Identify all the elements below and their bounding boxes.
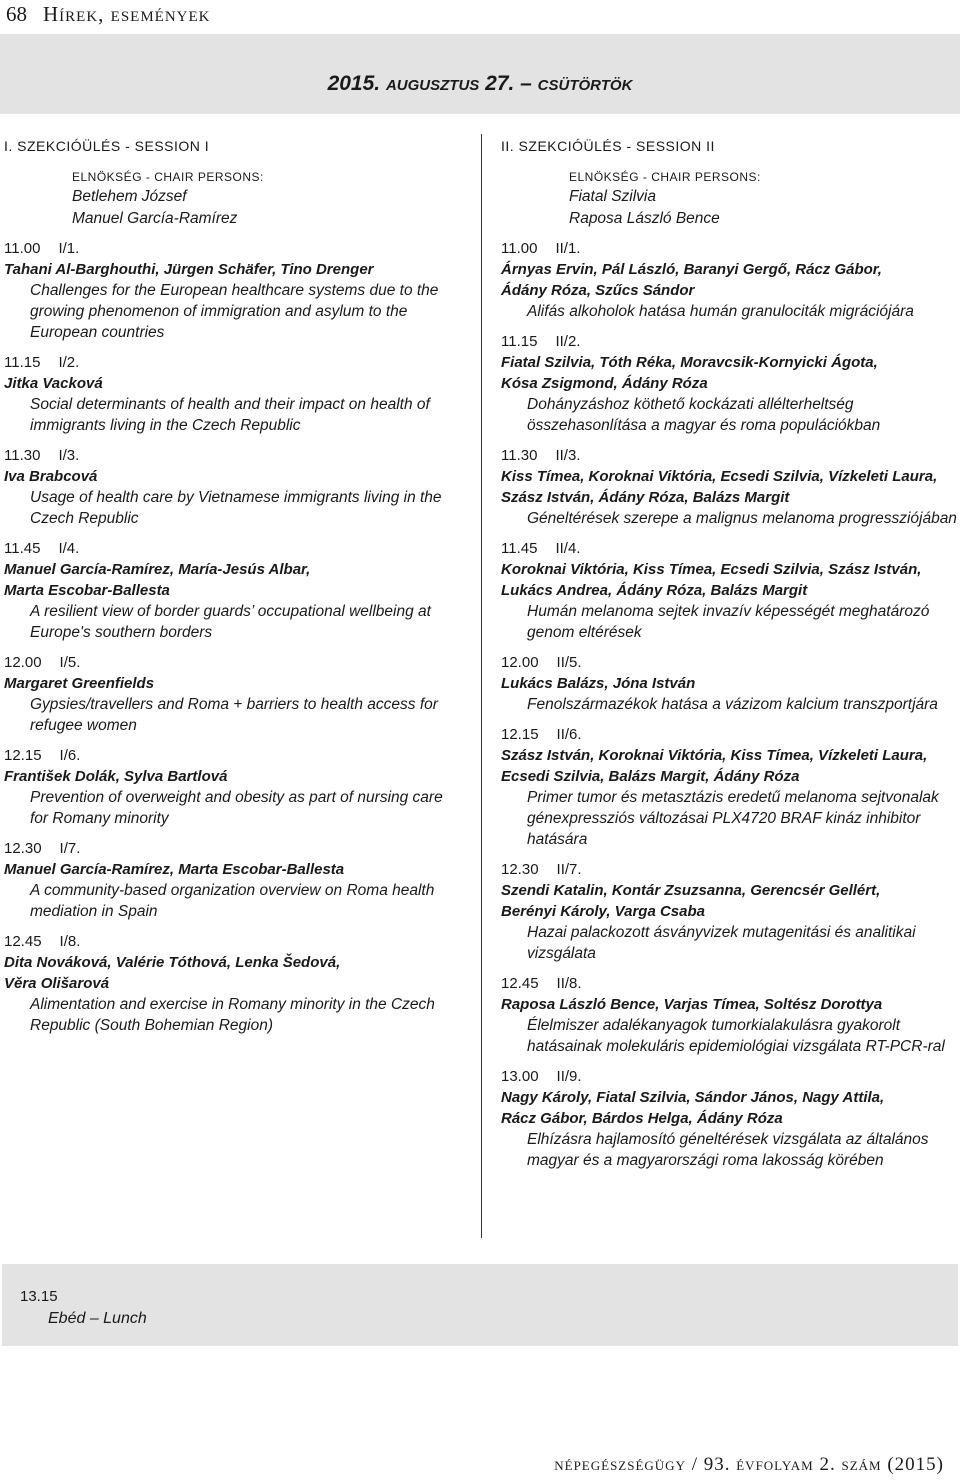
talk-code: II/2. [555,333,581,350]
talk-time: 11.30 [4,447,41,464]
talk-authors: Manuel García-Ramírez, María-Jesús Albar, [4,561,311,578]
talk-authors: Raposa László Bence, Varjas Tímea, Soltész Dorottya [501,996,883,1013]
lunch-time: 13.15 [20,1288,58,1305]
lunch-label: Ebéd – Lunch [48,1310,147,1327]
talk-title: A resilient view of border guards’ occupational wellbeing at [30,603,431,620]
talk-time-line [4,745,466,766]
talk-time: 11.15 [4,354,41,371]
talk-authors: Lukács Balázs, Jóna István [501,675,696,692]
talk-time-line [501,652,957,673]
talk-item [501,238,957,322]
talk-time: 13.00 [501,1068,539,1085]
talk-title: Alimentation and exercise in Romany minority in the Czech [30,996,435,1013]
talk-time-line [501,859,957,880]
talk-time: 12.45 [501,975,539,992]
talk-title: génexpressziós változásai PLX4720 BRAF kináz inhibitor [527,810,921,827]
talk-time: 11.15 [501,333,538,350]
talk-authors: Manuel García-Ramírez, Marta Escobar-Ballesta [4,861,345,878]
talk-code: I/7. [59,840,81,857]
talk-time-line [501,445,957,466]
talk-title: Social determinants of health and their impact on health of [30,396,430,413]
talk-title: Hazai palackozott ásványvizek mutagenitási és analitikai [527,924,916,941]
journal-footer: népegészségügy / 93. évfolyam 2. szám (2015) [554,1454,944,1475]
talk-item [4,652,466,736]
talk-time-line [4,238,466,259]
talk-authors: Szász István, Koroknai Viktória, Kiss Tímea, Vízkeleti Laura, [501,747,928,764]
talk-title: Humán melanoma sejtek invazív képességét meghatározó [527,603,930,620]
page-number: 68 [6,2,27,26]
talk-authors: Iva Brabcová [4,468,98,485]
talk-time: 12.15 [4,747,42,764]
talk-authors: Kiss Tímea, Koroknai Viktória, Ecsedi Szilvia, Vízkeleti Laura, [501,468,938,485]
talk-code: II/6. [556,726,582,743]
date-banner [0,34,960,114]
talk-code: I/4. [58,540,80,557]
section-name: Hírek, események [43,2,211,26]
talk-time: 11.00 [4,240,41,257]
talk-item [501,1066,957,1171]
talk-authors: Koroknai Viktória, Kiss Tímea, Ecsedi Szilvia, Szász István, [501,561,922,578]
talk-time: 11.45 [4,540,41,557]
talk-title: hatására [527,831,588,848]
talk-time-line [501,538,957,559]
talk-time: 12.00 [501,654,539,671]
talk-code: II/4. [555,540,581,557]
talk-authors: Ecsedi Szilvia, Balázs Margit, Ádány Róza [501,768,800,785]
session-2-talks [501,238,957,1171]
talk-code: II/3. [555,447,581,464]
talk-time: 12.30 [501,861,539,878]
talk-title: Primer tumor és metasztázis eredetű melanoma sejtvonalak [527,789,939,806]
date-heading: 2015. augusztus 27. – csütörtök [327,72,633,95]
talk-authors: Věra Olišarová [4,975,110,992]
talk-time-line [4,445,466,466]
talk-authors: Szendi Katalin, Kontár Zsuzsanna, Gerencsér Gellért, [501,882,881,899]
talk-title: Élelmiszer adalékanyagok tumorkialakulásra gyakorolt [527,1017,901,1034]
talk-time-line [4,838,466,859]
talk-time: 12.00 [4,654,42,671]
lunch-box [2,1264,958,1346]
talk-item [501,724,957,850]
session-1-column [4,134,466,1045]
talk-title: Republic (South Bohemian Region) [30,1017,273,1034]
running-head [6,0,211,28]
talk-authors: Szász István, Ádány Róza, Balázs Margit [501,489,790,506]
talk-code: I/3. [58,447,80,464]
chair-name: Manuel García-Ramírez [72,210,238,227]
session-1-title: I. SZEKCIÓÜLÉS - SESSION I [4,138,210,154]
talk-time-line [4,931,466,952]
talk-authors: Kósa Zsigmond, Ádány Róza [501,375,708,392]
talk-code: II/9. [556,1068,582,1085]
talk-title: growing phenomenon of immigration and asylum to the [30,303,408,320]
talk-title: for Romany minority [30,810,169,827]
talk-title: Usage of health care by Vietnamese immigrants living in the [30,489,442,506]
talk-title: A community-based organization overview on Roma health [30,882,435,899]
session-1-talks [4,238,466,1036]
talk-authors: Marta Escobar-Ballesta [4,582,170,599]
talk-title: magyar és a magyarországi roma lakosság körében [527,1152,884,1169]
talk-authors: Ádány Róza, Szűcs Sándor [501,282,695,299]
talk-item [501,652,957,715]
chair-label: ELNÖKSÉG - CHAIR PERSONS: [72,170,264,184]
talk-item [501,445,957,529]
talk-time-line [501,331,957,352]
talk-authors: Rácz Gábor, Bárdos Helga, Ádány Róza [501,1110,783,1127]
talk-time-line [501,724,957,745]
talk-item [4,931,466,1036]
chair-name: Fiatal Szilvia [569,188,656,205]
talk-item [4,352,466,436]
session-2-chairs [569,168,957,230]
talk-title: vizsgálata [527,945,596,962]
talk-title: Dohányzáshoz köthető kockázati allélterheltség [527,396,854,413]
talk-title: refugee women [30,717,137,734]
session-2-column [501,134,957,1180]
chair-label: ELNÖKSÉG - CHAIR PERSONS: [569,170,761,184]
talk-title: Czech Republic [30,510,139,527]
talk-item [4,445,466,529]
talk-authors: Tahani Al-Barghouthi, Jürgen Schäfer, Tino Drenger [4,261,374,278]
talk-title: immigrants living in the Czech Republic [30,417,301,434]
talk-item [4,238,466,343]
talk-time: 12.30 [4,840,42,857]
talk-code: II/8. [556,975,582,992]
talk-code: II/1. [555,240,581,257]
session-1-chairs [72,168,466,230]
talk-title: Prevention of overweight and obesity as part of nursing care [30,789,443,806]
talk-item [4,538,466,643]
talk-code: I/8. [59,933,81,950]
talk-authors: Berényi Károly, Varga Csaba [501,903,705,920]
talk-authors: Lukács Andrea, Ádány Róza, Balázs Margit [501,582,808,599]
talk-authors: Jitka Vacková [4,375,103,392]
talk-code: I/1. [58,240,80,257]
talk-authors: Fiatal Szilvia, Tóth Réka, Moravcsik-Kornyicki Ágota, [501,354,878,371]
column-divider [481,134,482,1238]
talk-title: genom eltérések [527,624,642,641]
talk-code: II/5. [556,654,582,671]
talk-title: összehasonlítása a magyar és roma populációkban [527,417,881,434]
talk-title: Europe's southern borders [30,624,213,641]
talk-title: mediation in Spain [30,903,158,920]
talk-time-line [501,1066,957,1087]
talk-time-line [4,652,466,673]
talk-authors: Margaret Greenfields [4,675,155,692]
chair-name: Raposa László Bence [569,210,720,227]
talk-authors: František Dolák, Sylva Bartlová [4,768,228,785]
talk-time-line [501,973,957,994]
session-2-title: II. SZEKCIÓÜLÉS - SESSION II [501,138,715,154]
talk-authors: Dita Nováková, Valérie Tóthová, Lenka Šedová, [4,954,341,971]
talk-authors: Árnyas Ervin, Pál László, Baranyi Gergő, Rácz Gábor, [501,261,882,278]
talk-item [501,859,957,964]
talk-title: Elhízásra hajlamosító géneltérések vizsgálata az általános [527,1131,929,1148]
talk-time: 12.45 [4,933,42,950]
chair-name: Betlehem József [72,188,187,205]
talk-time-line [4,352,466,373]
talk-item [4,745,466,829]
talk-title: European countries [30,324,165,341]
talk-time: 12.15 [501,726,539,743]
talk-code: II/7. [556,861,582,878]
talk-item [501,538,957,643]
talk-time: 11.45 [501,540,538,557]
talk-authors: Nagy Károly, Fiatal Szilvia, Sándor János, Nagy Attila, [501,1089,885,1106]
talk-title: Gypsies/travellers and Roma + barriers to health access for [30,696,438,713]
talk-code: I/6. [59,747,81,764]
talk-item [501,973,957,1057]
talk-item [501,331,957,436]
talk-code: I/5. [59,654,81,671]
talk-code: I/2. [58,354,80,371]
talk-title: hatásainak molekuláris epidemiológiai vizsgálata RT-PCR-ral [527,1038,945,1055]
talk-title: Alifás alkoholok hatása humán granulociták migrációjára [527,303,914,320]
talk-title: Fenolszármazékok hatása a vázizom kalcium transzportjára [527,696,938,713]
talk-time-line [501,238,957,259]
talk-title: Géneltérések szerepe a malignus melanoma progressziójában [527,510,957,527]
talk-item [4,838,466,922]
talk-time: 11.00 [501,240,538,257]
talk-time: 11.30 [501,447,538,464]
talk-title: Challenges for the European healthcare systems due to the [30,282,439,299]
talk-time-line [4,538,466,559]
